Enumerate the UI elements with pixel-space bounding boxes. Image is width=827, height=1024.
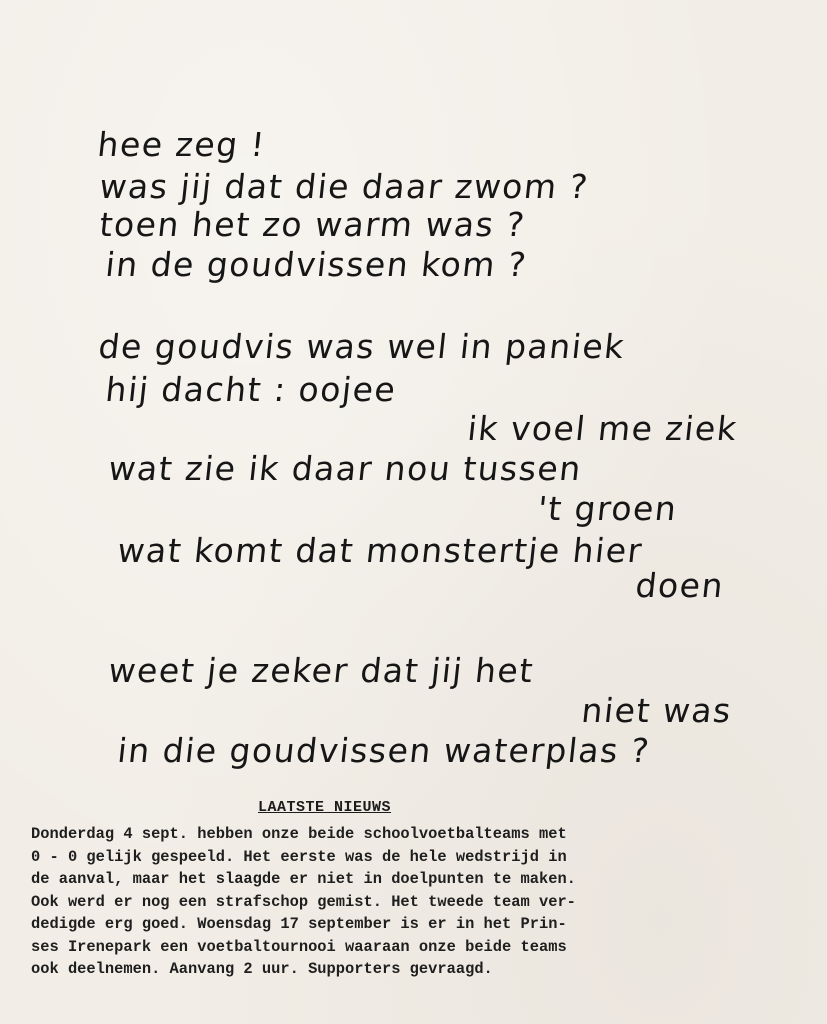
poem-line: hij dacht : oojee <box>103 370 399 409</box>
news-heading: LAATSTE NIEUWS <box>258 799 392 816</box>
news-line: ses Irenepark een voetbaltournooi waaraan onze beide teams <box>31 937 567 956</box>
news-line: ook deelnemen. Aanvang 2 uur. Supporters gevraagd. <box>31 960 493 978</box>
news-article <box>31 823 801 981</box>
poem-line: wat zie ik daar nou tussen <box>106 449 584 488</box>
news-line: Donderdag 4 sept. hebben onze beide schoolvoetbalteams met <box>31 825 567 843</box>
news-line: dedigde erg goed. Woensdag 17 september is er in het Prin- <box>31 915 567 933</box>
poem-line: ik voel me ziek <box>465 409 740 448</box>
poem-line: niet was <box>579 691 735 730</box>
poem-line: 't groen <box>535 489 680 528</box>
news-line: Ook werd er nog een strafschop gemist. Het tweede team ver- <box>31 892 576 911</box>
poem-line: in die goudvissen waterplas ? <box>115 731 653 770</box>
poem-line: toen het zo warm was ? <box>97 205 528 244</box>
poem-line: in de goudvissen kom ? <box>103 245 530 284</box>
news-line: 0 - 0 gelijk gespeeld. Het eerste was de hele wedstrijd in <box>31 847 567 866</box>
poem-line: wat komt dat monstertje hier <box>115 531 645 570</box>
poem-line: weet je zeker dat jij het <box>106 651 536 690</box>
poem-line: was jij dat die daar zwom ? <box>97 167 591 206</box>
poem-line: hee zeg ! <box>95 125 268 164</box>
poem-line: doen <box>633 566 727 605</box>
poem-line: de goudvis was wel in paniek <box>96 327 628 366</box>
news-line: de aanval, maar het slaagde er niet in doelpunten te maken. <box>31 870 576 888</box>
